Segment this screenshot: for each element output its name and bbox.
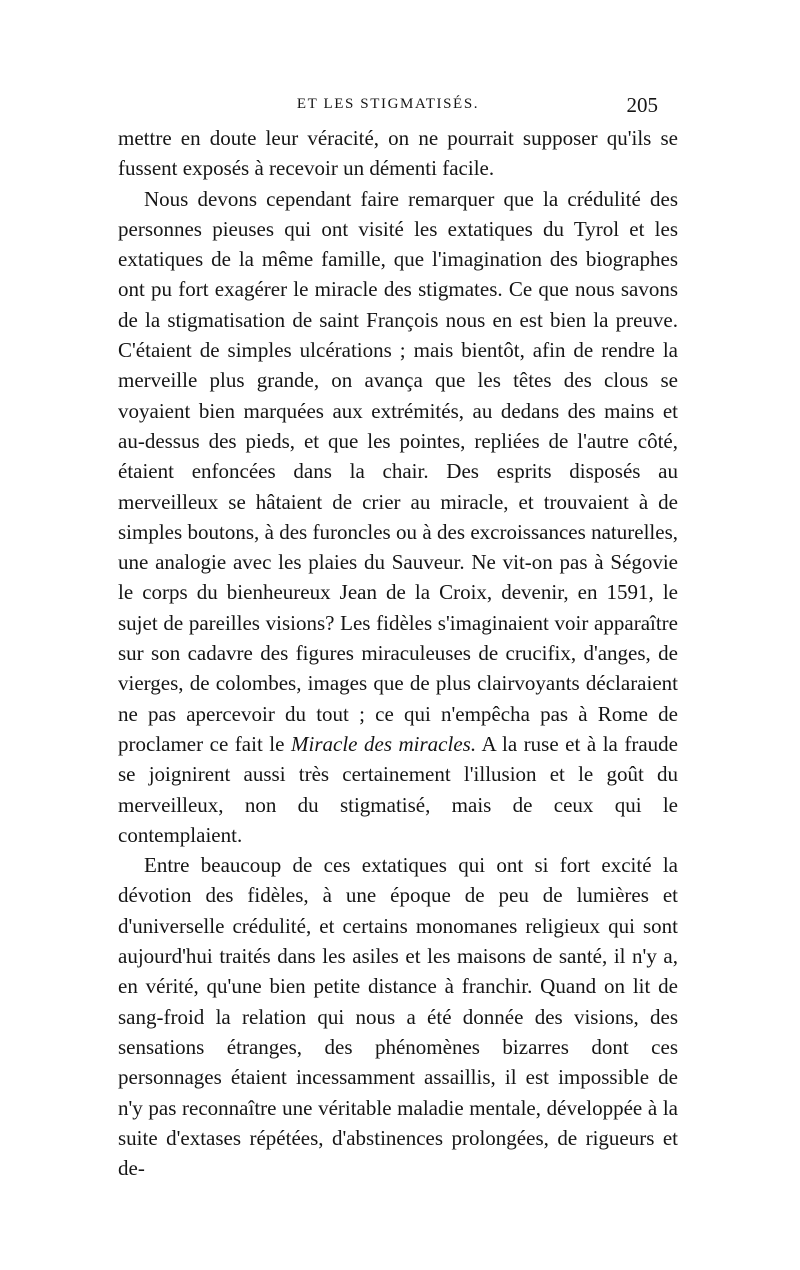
running-head — [118, 93, 658, 119]
paragraph-2-text: Nous devons cependant faire remarquer que la crédulité des personnes pieuses qui ont visité les extatiques du Tyrol et les extatiques de la même famille, que l'imagination des biographes ont pu fort exagérer le miracle des stigmates. Ce que nous savons de la stigmatisation de saint François nous en est bien la preuve. C'étaient de simples ulcérations ; mais bientôt, afin de rendre la merveille plus grande, on avança que les têtes des clous se voyaient bien marquées aux extrémités, au dedans des mains et au-dessus des pieds, et que les pointes, repliées de l'autre côté, étaient enfoncées dans la chair. Des esprits disposés au merveilleux se hâtaient de crier au miracle, et trouvaient à de simples boutons, à des furoncles ou à des excroissances naturelles, une analogie avec les plaies du Sauveur. Ne vit-on pas à Ségovie le corps du bienheureux Jean de la Croix, devenir, en 1591, le sujet de pareilles visions? Les fidèles s'imaginaient voir apparaître sur son cadavre des figures miraculeuses de crucifix, d'anges, de vierges, de colombes, images que de plus clairvoyants déclaraient ne pas apercevoir du tout ; ce qui n'empêcha pas à Rome de proclamer ce fait le — [118, 186, 678, 756]
paragraph-2-text-after: A la ruse et à la fraude se joignirent aussi très certainement l'illusion et le goût du merveilleux, non du stigmatisé, mais de ceux qui le contemplaient. — [118, 731, 679, 847]
italic-title: Miracle des miracles. — [291, 731, 477, 756]
body-text — [118, 123, 678, 1183]
paragraph-2 — [118, 184, 678, 851]
paragraph-1-text: mettre en doute leur véracité, on ne pourrait supposer qu'ils se fussent exposés à recevoir un démenti facile. — [118, 126, 678, 181]
paragraph-3 — [118, 850, 678, 1183]
page-number: 205 — [626, 93, 658, 117]
paragraph-1 — [118, 123, 678, 184]
running-title: ET LES STIGMATISÉS. — [296, 96, 480, 112]
paragraph-3-text: Entre beaucoup de ces extatiques qui ont si fort excité la dévotion des fidèles, à une époque de peu de lumières et d'universelle crédulité, et certains monomanes religieux qui sont aujourd'hui traités dans les asiles et les maisons de santé, il n'y a, en vérité, qu'une bien petite distance à franchir. Quand on lit de sang-froid la relation qui nous a été donnée des visions, des sensations étranges, des phénomènes bizarres dont ces personnages étaient incessamment assaillis, il est impossible de n'y pas reconnaître une véritable maladie mentale, développée à la suite d'extases répétées, d'abstinences prolongées, de rigueurs et de- — [118, 853, 678, 1181]
